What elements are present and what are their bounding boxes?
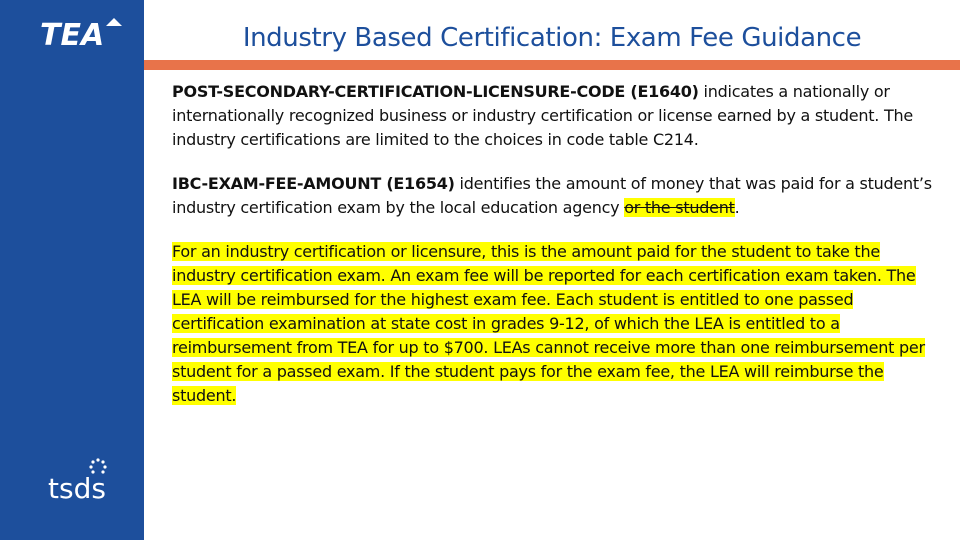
term-e1654: IBC-EXAM-FEE-AMOUNT (E1654) [172, 174, 455, 193]
paragraph-e1640 [172, 80, 942, 152]
tsds-logo [46, 456, 120, 502]
paragraph-guidance [172, 240, 942, 408]
tsds-logo-text: tsds [48, 472, 106, 502]
highlighted-guidance: For an industry certification or licensure, this is the amount paid for the student to take the industry certification exam. An exam fee will be reported for each certification exam taken. The LEA will be reimbursed for the highest exam fee. Each student is entitled to one passed certification examination at state cost in grades 9-12, of which the LEA is entitled to a reimbursement from TEA for up to $700. LEAs cannot receive more than one reimbursement per student for a passed exam. If the student pays for the exam fee, the LEA will reimburse the student. [172, 242, 925, 405]
tea-logo [40, 14, 124, 54]
accent-bar [144, 60, 960, 70]
definition-e1640: indicates a nationally or internationally recognized business or industry certification or license earned by a student. The industry certifications are limited to the choices in code table C214. [172, 82, 913, 149]
paragraph-e1654 [172, 172, 942, 220]
page-title: Industry Based Certification: Exam Fee Guidance [242, 23, 862, 53]
content [172, 80, 942, 428]
definition-e1654-end: . [734, 198, 740, 217]
sidebar [0, 0, 144, 540]
tea-logo-star-icon [106, 18, 122, 26]
tea-logo-text: TEA [40, 18, 105, 53]
term-e1640: POST-SECONDARY-CERTIFICATION-LICENSURE-CODE (E1640) [172, 82, 699, 101]
struck-text: or the student [624, 198, 735, 217]
definition-e1654: identifies the amount of money that was paid for a student’s industry certification exam by the local education agency [172, 174, 932, 217]
